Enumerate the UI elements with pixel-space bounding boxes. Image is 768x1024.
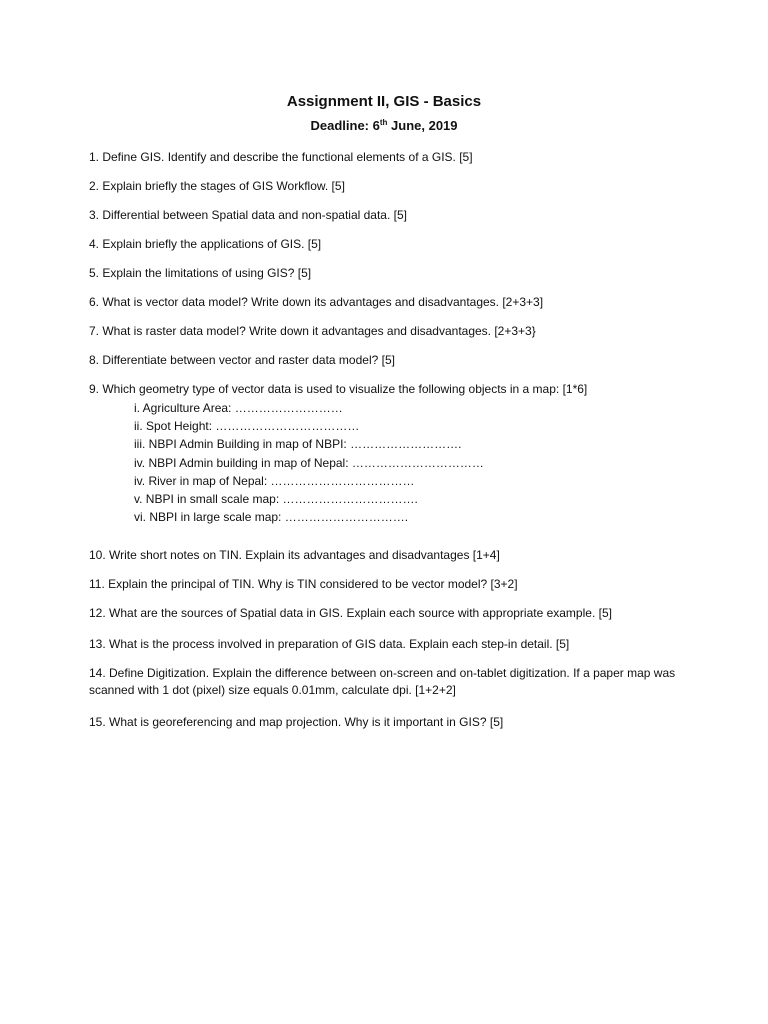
question-13: 13. What is the process involved in preparation of GIS data. Explain each step-in detail. [5] [89,637,570,651]
sub-item-iv-a: iv. NBPI Admin building in map of Nepal: …………………………… [134,456,484,470]
question-11: 11. Explain the principal of TIN. Why is TIN considered to be vector model? [3+2] [89,577,518,591]
sub-item-i: i. Agriculture Area: ……………………… [134,401,343,415]
sub-item-vi: vi. NBPI in large scale map: …………………………. [134,510,409,524]
question-14: 14. Define Digitization. Explain the difference between on-screen and on-tablet digitization. If a paper map was scanned with 1 dot (pixel) size equals 0.01mm, calculate dpi. [1+2+2] [89,666,676,697]
question-1: 1. Define GIS. Identify and describe the functional elements of a GIS. [5] [89,150,473,164]
sub-item-iii: iii. NBPI Admin Building in map of NBPI: ………………………. [134,437,462,451]
sub-item-v: v. NBPI in small scale map: ……………………………. [134,492,418,506]
question-4: 4. Explain briefly the applications of GIS. [5] [89,237,322,251]
deadline-suffix: June, 2019 [387,118,458,133]
question-2: 2. Explain briefly the stages of GIS Workflow. [5] [89,179,345,193]
deadline-ordinal: th [379,118,388,127]
sub-item-iv-b: iv. River in map of Nepal: ……………………………… [134,474,415,488]
question-5: 5. Explain the limitations of using GIS? [5] [89,266,312,280]
question-10: 10. Write short notes on TIN. Explain its advantages and disadvantages [1+4] [89,548,500,562]
question-12: 12. What are the sources of Spatial data in GIS. Explain each source with appropriate example. [5] [89,606,612,620]
question-15: 15. What is georeferencing and map projection. Why is it important in GIS? [5] [89,715,504,729]
deadline-prefix: Deadline: 6 [310,118,380,133]
question-3: 3. Differential between Spatial data and non-spatial data. [5] [89,208,407,222]
sub-item-ii: ii. Spot Height: ……………………………… [134,419,360,433]
question-6: 6. What is vector data model? Write down its advantages and disadvantages. [2+3+3] [89,295,544,309]
question-9: 9. Which geometry type of vector data is used to visualize the following objects in a map: [1*6] [89,382,588,396]
question-8: 8. Differentiate between vector and raster data model? [5] [89,353,395,367]
deadline-line [0,118,768,133]
page-title: Assignment II, GIS - Basics [286,93,482,110]
question-7: 7. What is raster data model? Write down it advantages and disadvantages. [2+3+3} [89,324,536,338]
